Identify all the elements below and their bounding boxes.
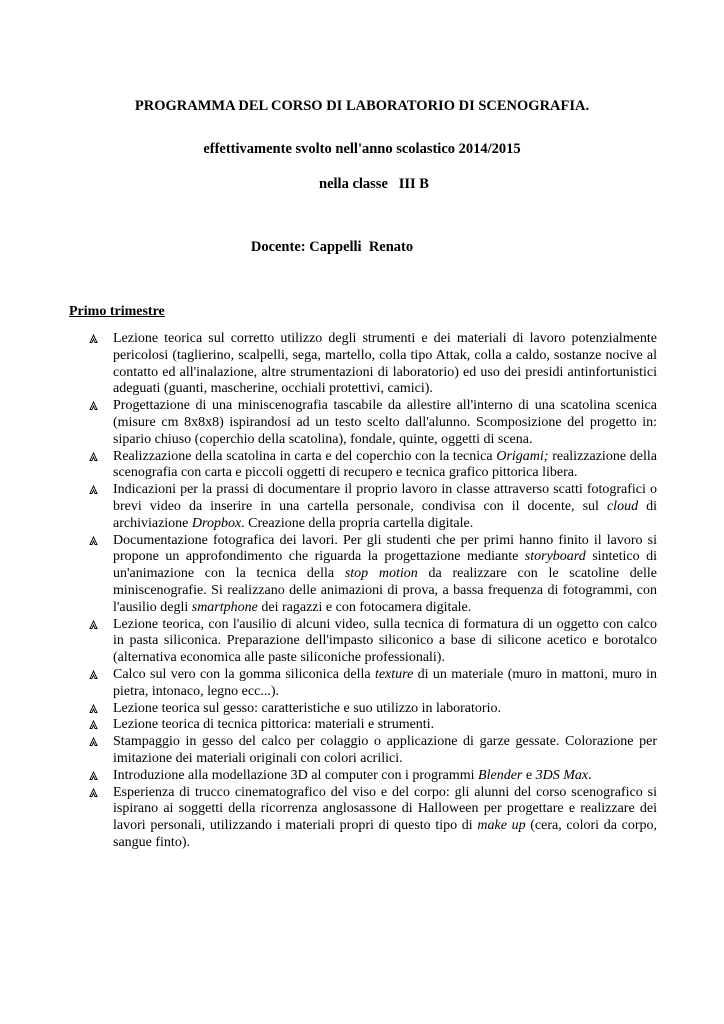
class-line: nella classe III B	[319, 176, 429, 192]
list-item	[89, 667, 657, 701]
list-item-text: Introduzione alla modellazione 3D al computer con i programmi Blender e 3DS Max.	[113, 767, 592, 783]
caret-up-outline-icon	[89, 737, 98, 747]
document-subtitle: effettivamente svolto nell'anno scolastico 2014/2015	[203, 141, 521, 157]
caret-up-outline-icon	[89, 771, 98, 781]
caret-up-outline-icon	[89, 788, 98, 798]
list-item-text: Progettazione di una miniscenografia tascabile da allestire all'interno di una scatolina scenica (misure cm 8x8x8) ispirandosi ad un testo scelto dall'alunno. Scomposizione del progetto in: sipario chiuso (coperchio della scatolina), fondale, quinte, oggetti di scena.	[113, 398, 657, 447]
list-item	[89, 785, 657, 852]
list-item-text: Esperienza di trucco cinematografico del viso e del corpo: gli alunni del corso scenografico si ispirano ai soggetti della ricorrenza anglosassone di Halloween per progettare e realizzare dei lavori personali, utilizzando i materiali propri di questo tipo di make up (cera, colori da corpo, sangue finto).	[113, 784, 657, 850]
caret-up-outline-icon	[89, 704, 98, 714]
list-item-text: Lezione teorica sul gesso: caratteristiche e suo utilizzo in laboratorio.	[113, 700, 501, 716]
list-item-text: Realizzazione della scatolina in carta e del coperchio con la tecnica Origami; realizzazione della scenografia con carta e piccoli oggetti di recupero e tecnica grafico pittorica libera.	[113, 448, 657, 481]
list-item	[89, 331, 657, 398]
list-item-text: Documentazione fotografica dei lavori. Per gli studenti che per primi hanno finito il lavoro si propone un approfondimento che riguarda la progettazione mediante storyboard sintetico di un'animazione con la tecnica della stop motion da realizzare con le scatoline delle miniscenografie. Si realizzano delle animazioni di prova, a bassa frequenza di fotogrammi, con l'ausilio degli smartphone dei ragazzi e con fotocamera digitale.	[113, 532, 657, 615]
list-item	[89, 533, 657, 617]
caret-up-outline-icon	[89, 485, 98, 495]
list-item-text: Calco sul vero con la gomma siliconica della texture di un materiale (muro in mattoni, muro in pietra, intonaco, legno ecc...).	[113, 666, 657, 699]
list-item	[89, 398, 657, 448]
section-heading: Primo trimestre	[69, 304, 165, 319]
list-item	[89, 768, 657, 785]
list-item	[89, 449, 657, 483]
list-item-text: Indicazioni per la prassi di documentare il proprio lavoro in classe attraverso scatti fotografici o brevi video da inserire in una cartella personale, condivisa con il docente, sul cloud di archiviazione Dropbox. Creazione della propria cartella digitale.	[113, 482, 658, 531]
caret-up-outline-icon	[89, 334, 98, 344]
list-item	[89, 734, 657, 768]
list-item-text: Lezione teorica sul corretto utilizzo degli strumenti e dei materiali di lavoro potenzialmente pericolosi (taglierino, scalpelli, sega, martello, colla tipo Attak, colla a caldo, sostanze nocive al contatto ed all'inalazione, altre strumentazioni di laboratorio) ed uso dei presidi antinfortunistici adeguati (guanti, mascherine, occhiali protettivi, camici).	[113, 331, 657, 397]
list-item-text: Stampaggio in gesso del calco per colaggio o applicazione di garze gessate. Colorazione per imitazione dei materiali originali con colori acrilici.	[113, 734, 657, 766]
list-item-text: Lezione teorica, con l'ausilio di alcuni video, sulla tecnica di formatura di un oggetto con calco in pasta siliconica. Preparazione dell'impasto siliconico a base di silicone acetico e borotalco (alternativa economica alle paste siliconiche professionali).	[113, 616, 657, 666]
caret-up-outline-icon	[89, 720, 98, 730]
caret-up-outline-icon	[89, 401, 98, 411]
document-title: PROGRAMMA DEL CORSO DI LABORATORIO DI SCENOGRAFIA.	[134, 98, 590, 114]
list-item	[89, 701, 657, 718]
list-item	[89, 482, 657, 532]
list-item	[89, 617, 657, 667]
caret-up-outline-icon	[89, 670, 98, 680]
teacher-line: Docente: Cappelli Renato	[250, 239, 414, 255]
list-item	[89, 717, 657, 734]
list-item-text: Lezione teorica di tecnica pittorica: materiali e strumenti.	[113, 717, 435, 733]
caret-up-outline-icon	[89, 452, 98, 462]
program-item-list	[89, 331, 657, 852]
caret-up-outline-icon	[89, 536, 98, 546]
caret-up-outline-icon	[89, 620, 98, 630]
